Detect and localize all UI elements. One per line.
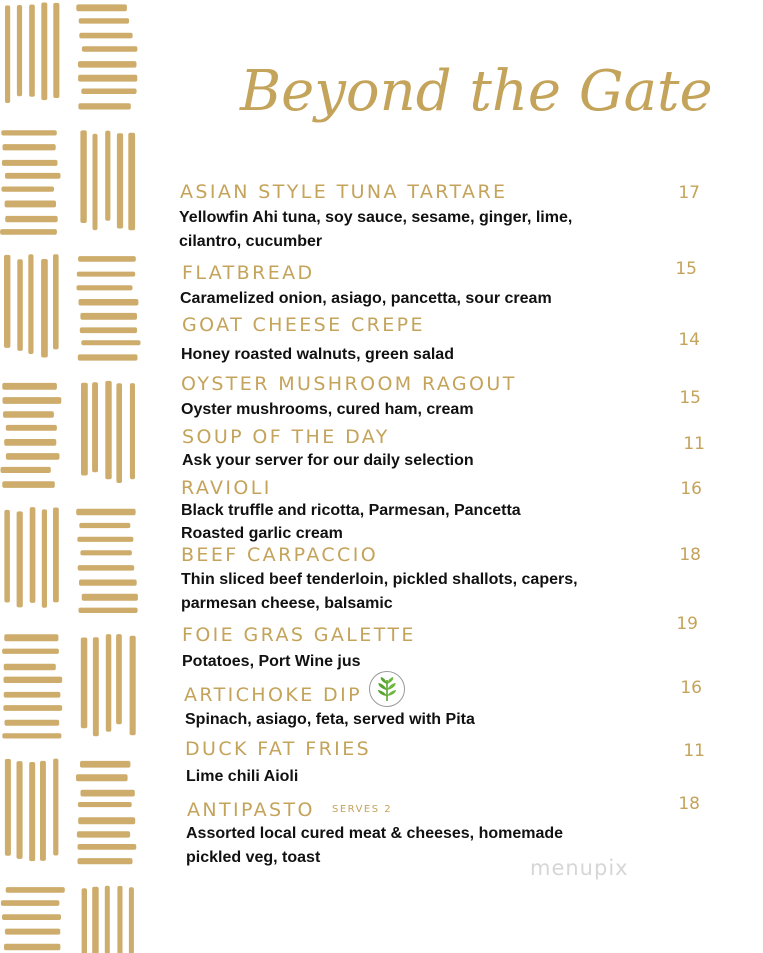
item-name: SOUP OF THE DAY [182, 426, 390, 448]
item-name: RAVIOLI [181, 477, 272, 499]
item-description: Ask your server for our daily selection [182, 452, 474, 469]
item-description: Yellowfin Ahi tuna, soy sauce, sesame, ginger, lime, [179, 209, 573, 226]
item-price: 14 [678, 330, 700, 350]
item-name: DUCK FAT FRIES [185, 738, 372, 760]
item-name: BEEF CARPACCIO [181, 544, 379, 566]
item-price: 17 [678, 183, 700, 203]
item-description: pickled veg, toast [186, 849, 321, 866]
item-description: Caramelized onion, asiago, pancetta, sour cream [180, 290, 552, 307]
item-description: parmesan cheese, balsamic [181, 595, 393, 612]
item-name: ARTICHOKE DIP [184, 684, 362, 706]
item-name: ANTIPASTO [187, 799, 315, 821]
item-description: Oyster mushrooms, cured ham, cream [181, 401, 474, 418]
item-name: FOIE GRAS GALETTE [182, 624, 416, 646]
watermark: menupix [530, 856, 629, 880]
item-price: 18 [679, 545, 701, 565]
item-price: 18 [678, 794, 700, 814]
item-description: Roasted garlic cream [181, 525, 343, 542]
item-description: cilantro, cucumber [179, 233, 323, 250]
vegetarian-leaf-icon [368, 670, 406, 708]
item-description: Potatoes, Port Wine jus [182, 653, 361, 670]
item-price: 15 [675, 259, 697, 279]
menu-title [230, 48, 713, 138]
serves-note: SERVES 2 [332, 804, 393, 815]
item-price: 11 [683, 434, 705, 454]
item-description: Honey roasted walnuts, green salad [181, 346, 454, 363]
item-description: Spinach, asiago, feta, served with Pita [185, 711, 475, 728]
item-name: ASIAN STYLE TUNA TARTARE [180, 181, 508, 203]
item-name: OYSTER MUSHROOM RAGOUT [181, 373, 517, 395]
item-price: 16 [680, 678, 702, 698]
item-price: 11 [683, 741, 705, 761]
svg-text:Beyond the Gate: Beyond the Gate [240, 59, 713, 124]
item-price: 16 [680, 479, 702, 499]
decorative-woven-border [0, 0, 140, 953]
item-name: FLATBREAD [182, 262, 315, 284]
item-description: Thin sliced beef tenderloin, pickled shallots, capers, [181, 571, 578, 588]
item-price: 19 [676, 614, 698, 634]
item-price: 15 [679, 388, 701, 408]
item-description: Lime chili Aioli [186, 768, 299, 785]
item-description: Black truffle and ricotta, Parmesan, Pancetta [181, 502, 521, 519]
item-description: Assorted local cured meat & cheeses, homemade [186, 825, 564, 842]
item-name: GOAT CHEESE CREPE [182, 314, 425, 336]
